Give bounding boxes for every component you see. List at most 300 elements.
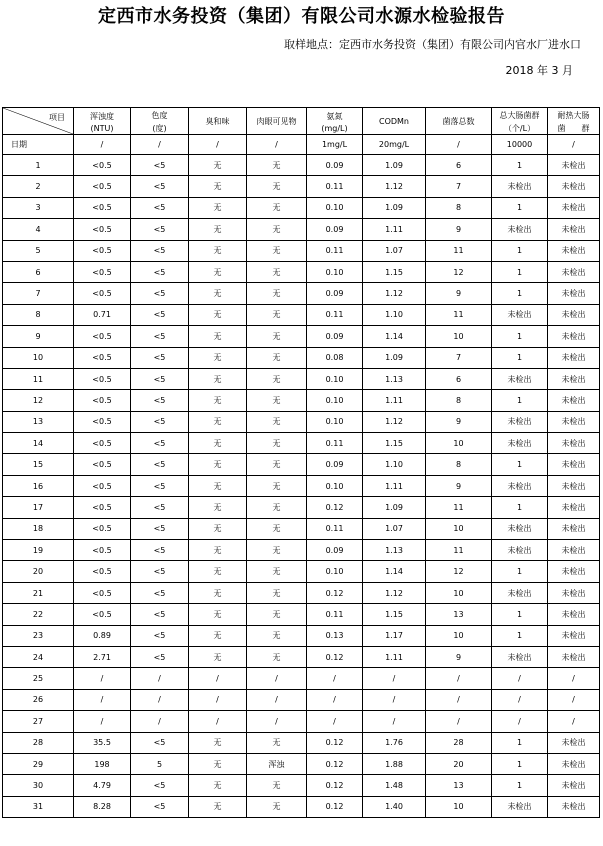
cell-colony-count: 10 <box>426 582 492 603</box>
cell-turbidity: <0.5 <box>74 219 131 240</box>
cell-turbidity: <0.5 <box>74 326 131 347</box>
cell-chroma: <5 <box>131 625 189 646</box>
cell-total-coliform: 1 <box>492 775 548 796</box>
cell-turbidity: 2.71 <box>74 646 131 667</box>
cell-visible-matter: 无 <box>247 261 307 282</box>
cell-visible-matter: 无 <box>247 454 307 475</box>
table-row <box>3 433 600 454</box>
table-corner-cell <box>3 108 74 135</box>
cell-visible-matter: 无 <box>247 155 307 176</box>
cell-odor: 无 <box>189 283 247 304</box>
cell-odor: 无 <box>189 411 247 432</box>
cell-ammonia: 0.13 <box>307 625 363 646</box>
cell-visible-matter: 无 <box>247 411 307 432</box>
cell-codmn: 1.09 <box>363 347 426 368</box>
cell-codmn: 1.12 <box>363 176 426 197</box>
cell-odor: 无 <box>189 219 247 240</box>
cell-day: 12 <box>3 390 74 411</box>
table-row <box>3 518 600 539</box>
cell-turbidity: 198 <box>74 753 131 774</box>
table-row <box>3 475 600 496</box>
cell-chroma: <5 <box>131 561 189 582</box>
corner-standard-label <box>53 134 69 135</box>
cell-colony-count: 10 <box>426 625 492 646</box>
cell-turbidity: <0.5 <box>74 411 131 432</box>
table-row <box>3 176 600 197</box>
cell-chroma: <5 <box>131 304 189 325</box>
cell-colony-count: 6 <box>426 368 492 389</box>
cell-odor: 无 <box>189 155 247 176</box>
cell-total-coliform: 1 <box>492 261 548 282</box>
cell-turbidity: 0.71 <box>74 304 131 325</box>
cell-day: 30 <box>3 775 74 796</box>
cell-turbidity: / <box>74 711 131 732</box>
cell-odor: 无 <box>189 582 247 603</box>
cell-ammonia: 0.09 <box>307 219 363 240</box>
cell-colony-count: 9 <box>426 283 492 304</box>
cell-day: 28 <box>3 732 74 753</box>
cell-turbidity: 0.89 <box>74 625 131 646</box>
cell-codmn: 1.12 <box>363 582 426 603</box>
cell-thermotolerant-coliform: 未检出 <box>548 368 600 389</box>
standard-visible-matter: / <box>247 135 307 155</box>
cell-total-coliform: 未检出 <box>492 796 548 817</box>
corner-item-label: 项目 <box>49 113 65 122</box>
cell-turbidity: 8.28 <box>74 796 131 817</box>
cell-day: 4 <box>3 219 74 240</box>
cell-day: 26 <box>3 689 74 710</box>
report-title: 定西市水务投资（集团）有限公司水源水检验报告 <box>98 6 505 27</box>
cell-total-coliform: 1 <box>492 732 548 753</box>
cell-odor: 无 <box>189 497 247 518</box>
cell-visible-matter: 无 <box>247 625 307 646</box>
cell-colony-count: / <box>426 711 492 732</box>
cell-odor: 无 <box>189 475 247 496</box>
cell-total-coliform: / <box>492 668 548 689</box>
table-row <box>3 326 600 347</box>
water-quality-table <box>2 107 600 818</box>
cell-colony-count: 12 <box>426 561 492 582</box>
cell-odor: 无 <box>189 390 247 411</box>
cell-colony-count: / <box>426 689 492 710</box>
cell-visible-matter: 无 <box>247 732 307 753</box>
column-header-turbidity: 浑浊度 (NTU) <box>74 108 131 135</box>
cell-chroma: <5 <box>131 646 189 667</box>
cell-day: 8 <box>3 304 74 325</box>
table-row <box>3 454 600 475</box>
cell-turbidity: 4.79 <box>74 775 131 796</box>
cell-odor: 无 <box>189 775 247 796</box>
cell-ammonia: 0.11 <box>307 604 363 625</box>
cell-chroma: <5 <box>131 368 189 389</box>
cell-ammonia: 0.12 <box>307 497 363 518</box>
cell-total-coliform: / <box>492 689 548 710</box>
table-row <box>3 732 600 753</box>
cell-day: 14 <box>3 433 74 454</box>
cell-colony-count: 8 <box>426 390 492 411</box>
cell-odor: 无 <box>189 540 247 561</box>
cell-colony-count: 6 <box>426 155 492 176</box>
cell-chroma: <5 <box>131 433 189 454</box>
table-row <box>3 155 600 176</box>
cell-chroma: / <box>131 668 189 689</box>
cell-codmn: 1.15 <box>363 433 426 454</box>
table-row <box>3 497 600 518</box>
cell-thermotolerant-coliform: 未检出 <box>548 796 600 817</box>
column-header-chroma: 色度 (度) <box>131 108 189 135</box>
cell-day: 11 <box>3 368 74 389</box>
cell-turbidity: <0.5 <box>74 347 131 368</box>
cell-visible-matter: 无 <box>247 518 307 539</box>
cell-turbidity: <0.5 <box>74 390 131 411</box>
cell-total-coliform: 1 <box>492 625 548 646</box>
cell-turbidity: <0.5 <box>74 433 131 454</box>
cell-colony-count: 9 <box>426 219 492 240</box>
cell-codmn: 1.12 <box>363 283 426 304</box>
cell-turbidity: <0.5 <box>74 604 131 625</box>
cell-colony-count: 11 <box>426 240 492 261</box>
cell-chroma: <5 <box>131 261 189 282</box>
cell-total-coliform: 未检出 <box>492 582 548 603</box>
cell-thermotolerant-coliform: / <box>548 689 600 710</box>
cell-turbidity: / <box>74 689 131 710</box>
cell-codmn: 1.15 <box>363 604 426 625</box>
column-header-codmn: CODMn <box>363 108 426 135</box>
cell-day: 31 <box>3 796 74 817</box>
cell-total-coliform: 未检出 <box>492 646 548 667</box>
cell-codmn: 1.11 <box>363 646 426 667</box>
cell-total-coliform: 1 <box>492 240 548 261</box>
standard-odor: / <box>189 135 247 155</box>
cell-thermotolerant-coliform: 未检出 <box>548 176 600 197</box>
table-row <box>3 304 600 325</box>
cell-odor: 无 <box>189 240 247 261</box>
cell-odor: 无 <box>189 561 247 582</box>
cell-codmn: 1.48 <box>363 775 426 796</box>
cell-ammonia: 0.10 <box>307 197 363 218</box>
cell-codmn: 1.17 <box>363 625 426 646</box>
cell-chroma: / <box>131 711 189 732</box>
cell-thermotolerant-coliform: 未检出 <box>548 604 600 625</box>
table-row <box>3 775 600 796</box>
cell-ammonia: 0.12 <box>307 732 363 753</box>
cell-codmn: 1.76 <box>363 732 426 753</box>
cell-day: 18 <box>3 518 74 539</box>
standard-ammonia: 1mg/L <box>307 135 363 155</box>
cell-codmn: 1.15 <box>363 261 426 282</box>
cell-thermotolerant-coliform: 未检出 <box>548 497 600 518</box>
column-header-thermotolerant-coliform: 耐热大肠 菌 群 <box>548 108 600 135</box>
cell-turbidity: <0.5 <box>74 261 131 282</box>
table-row <box>3 561 600 582</box>
cell-total-coliform: 1 <box>492 390 548 411</box>
cell-colony-count: 28 <box>426 732 492 753</box>
standard-turbidity: / <box>74 135 131 155</box>
cell-visible-matter: 无 <box>247 347 307 368</box>
cell-visible-matter: 浑浊 <box>247 753 307 774</box>
cell-thermotolerant-coliform: / <box>548 668 600 689</box>
cell-odor: 无 <box>189 732 247 753</box>
cell-total-coliform: 1 <box>492 326 548 347</box>
table-row <box>3 689 600 710</box>
cell-visible-matter: 无 <box>247 240 307 261</box>
cell-thermotolerant-coliform: 未检出 <box>548 155 600 176</box>
cell-turbidity: <0.5 <box>74 561 131 582</box>
cell-colony-count: 8 <box>426 197 492 218</box>
cell-turbidity: <0.5 <box>74 540 131 561</box>
cell-colony-count: / <box>426 668 492 689</box>
cell-odor: 无 <box>189 197 247 218</box>
cell-colony-count: 9 <box>426 475 492 496</box>
cell-total-coliform: 未检出 <box>492 176 548 197</box>
cell-total-coliform: 1 <box>492 347 548 368</box>
cell-ammonia: 0.12 <box>307 796 363 817</box>
cell-day: 1 <box>3 155 74 176</box>
cell-total-coliform: 未检出 <box>492 304 548 325</box>
cell-codmn: 1.11 <box>363 390 426 411</box>
cell-codmn: 1.12 <box>363 411 426 432</box>
cell-turbidity: <0.5 <box>74 497 131 518</box>
cell-codmn: 1.07 <box>363 518 426 539</box>
cell-codmn: 1.10 <box>363 454 426 475</box>
table-row <box>3 604 600 625</box>
cell-thermotolerant-coliform: 未检出 <box>548 261 600 282</box>
cell-codmn: / <box>363 668 426 689</box>
cell-visible-matter: 无 <box>247 197 307 218</box>
cell-thermotolerant-coliform: 未检出 <box>548 561 600 582</box>
cell-odor: 无 <box>189 176 247 197</box>
cell-thermotolerant-coliform: 未检出 <box>548 732 600 753</box>
cell-odor: 无 <box>189 433 247 454</box>
cell-odor: 无 <box>189 304 247 325</box>
cell-ammonia: 0.10 <box>307 368 363 389</box>
cell-thermotolerant-coliform: 未检出 <box>548 390 600 411</box>
cell-odor: 无 <box>189 604 247 625</box>
cell-day: 17 <box>3 497 74 518</box>
cell-colony-count: 13 <box>426 604 492 625</box>
standard-codmn: 20mg/L <box>363 135 426 155</box>
standard-thermotolerant-coliform: / <box>548 135 600 155</box>
cell-colony-count: 9 <box>426 411 492 432</box>
cell-thermotolerant-coliform: 未检出 <box>548 582 600 603</box>
cell-total-coliform: 1 <box>492 283 548 304</box>
cell-total-coliform: / <box>492 711 548 732</box>
cell-total-coliform: 1 <box>492 604 548 625</box>
cell-total-coliform: 未检出 <box>492 540 548 561</box>
cell-ammonia: / <box>307 689 363 710</box>
cell-chroma: 5 <box>131 753 189 774</box>
cell-day: 27 <box>3 711 74 732</box>
cell-codmn: 1.09 <box>363 197 426 218</box>
table-row <box>3 646 600 667</box>
cell-odor: / <box>189 711 247 732</box>
table-row <box>3 390 600 411</box>
cell-turbidity: / <box>74 668 131 689</box>
cell-colony-count: 10 <box>426 433 492 454</box>
cell-visible-matter: 无 <box>247 646 307 667</box>
cell-chroma: <5 <box>131 411 189 432</box>
cell-colony-count: 9 <box>426 646 492 667</box>
table-row <box>3 368 600 389</box>
cell-ammonia: 0.11 <box>307 304 363 325</box>
table-row <box>3 411 600 432</box>
cell-ammonia: 0.11 <box>307 433 363 454</box>
cell-visible-matter: 无 <box>247 219 307 240</box>
cell-odor: 无 <box>189 261 247 282</box>
cell-odor: / <box>189 668 247 689</box>
cell-colony-count: 10 <box>426 796 492 817</box>
cell-ammonia: 0.10 <box>307 561 363 582</box>
cell-visible-matter: 无 <box>247 390 307 411</box>
cell-total-coliform: 1 <box>492 497 548 518</box>
cell-chroma: <5 <box>131 326 189 347</box>
cell-colony-count: 11 <box>426 540 492 561</box>
cell-total-coliform: 未检出 <box>492 368 548 389</box>
cell-turbidity: <0.5 <box>74 582 131 603</box>
cell-chroma: <5 <box>131 540 189 561</box>
cell-ammonia: 0.10 <box>307 411 363 432</box>
cell-day: 9 <box>3 326 74 347</box>
cell-day: 2 <box>3 176 74 197</box>
table-row <box>3 219 600 240</box>
table-row <box>3 347 600 368</box>
cell-thermotolerant-coliform: 未检出 <box>548 625 600 646</box>
column-header-colony-count: 菌落总数 <box>426 108 492 135</box>
cell-ammonia: 0.11 <box>307 518 363 539</box>
cell-visible-matter: / <box>247 668 307 689</box>
cell-chroma: <5 <box>131 219 189 240</box>
cell-day: 5 <box>3 240 74 261</box>
cell-chroma: <5 <box>131 796 189 817</box>
cell-thermotolerant-coliform: 未检出 <box>548 646 600 667</box>
cell-day: 3 <box>3 197 74 218</box>
cell-ammonia: 0.10 <box>307 261 363 282</box>
cell-ammonia: 0.09 <box>307 283 363 304</box>
cell-turbidity: <0.5 <box>74 155 131 176</box>
cell-ammonia: 0.11 <box>307 176 363 197</box>
cell-chroma: / <box>131 689 189 710</box>
table-row <box>3 753 600 774</box>
table-row <box>3 197 600 218</box>
cell-visible-matter: 无 <box>247 283 307 304</box>
cell-codmn: 1.09 <box>363 155 426 176</box>
corner-test-label <box>11 134 27 135</box>
cell-visible-matter: 无 <box>247 582 307 603</box>
cell-codmn: / <box>363 711 426 732</box>
cell-chroma: <5 <box>131 197 189 218</box>
cell-thermotolerant-coliform: / <box>548 711 600 732</box>
table-row <box>3 283 600 304</box>
cell-turbidity: <0.5 <box>74 454 131 475</box>
cell-chroma: <5 <box>131 475 189 496</box>
cell-day: 29 <box>3 753 74 774</box>
cell-total-coliform: 未检出 <box>492 475 548 496</box>
cell-odor: 无 <box>189 753 247 774</box>
cell-colony-count: 11 <box>426 304 492 325</box>
cell-chroma: <5 <box>131 775 189 796</box>
cell-visible-matter: 无 <box>247 475 307 496</box>
cell-day: 6 <box>3 261 74 282</box>
cell-total-coliform: 1 <box>492 454 548 475</box>
cell-turbidity: <0.5 <box>74 197 131 218</box>
cell-thermotolerant-coliform: 未检出 <box>548 197 600 218</box>
cell-colony-count: 11 <box>426 497 492 518</box>
cell-thermotolerant-coliform: 未检出 <box>548 475 600 496</box>
cell-chroma: <5 <box>131 518 189 539</box>
cell-ammonia: / <box>307 668 363 689</box>
cell-turbidity: <0.5 <box>74 368 131 389</box>
cell-odor: 无 <box>189 796 247 817</box>
cell-day: 22 <box>3 604 74 625</box>
cell-visible-matter: 无 <box>247 604 307 625</box>
cell-chroma: <5 <box>131 497 189 518</box>
cell-odor: 无 <box>189 368 247 389</box>
cell-ammonia: 0.09 <box>307 540 363 561</box>
cell-day: 20 <box>3 561 74 582</box>
cell-chroma: <5 <box>131 390 189 411</box>
cell-ammonia: 0.12 <box>307 753 363 774</box>
cell-thermotolerant-coliform: 未检出 <box>548 433 600 454</box>
cell-ammonia: 0.09 <box>307 155 363 176</box>
cell-ammonia: 0.11 <box>307 240 363 261</box>
cell-chroma: <5 <box>131 240 189 261</box>
cell-thermotolerant-coliform: 未检出 <box>548 240 600 261</box>
date-label: 日期 <box>3 135 74 155</box>
cell-visible-matter: 无 <box>247 304 307 325</box>
cell-codmn: 1.09 <box>363 497 426 518</box>
cell-total-coliform: 1 <box>492 155 548 176</box>
cell-turbidity: <0.5 <box>74 240 131 261</box>
table-row <box>3 711 600 732</box>
cell-day: 13 <box>3 411 74 432</box>
cell-codmn: 1.10 <box>363 304 426 325</box>
cell-ammonia: 0.10 <box>307 390 363 411</box>
table-row <box>3 582 600 603</box>
cell-total-coliform: 未检出 <box>492 411 548 432</box>
cell-thermotolerant-coliform: 未检出 <box>548 283 600 304</box>
cell-codmn: 1.07 <box>363 240 426 261</box>
cell-turbidity: 35.5 <box>74 732 131 753</box>
cell-day: 7 <box>3 283 74 304</box>
cell-codmn: 1.13 <box>363 368 426 389</box>
cell-codmn: 1.13 <box>363 540 426 561</box>
cell-odor: 无 <box>189 347 247 368</box>
cell-total-coliform: 未检出 <box>492 518 548 539</box>
cell-total-coliform: 1 <box>492 753 548 774</box>
cell-codmn: 1.40 <box>363 796 426 817</box>
cell-total-coliform: 未检出 <box>492 433 548 454</box>
table-row <box>3 625 600 646</box>
cell-visible-matter: 无 <box>247 561 307 582</box>
cell-colony-count: 10 <box>426 518 492 539</box>
cell-odor: 无 <box>189 326 247 347</box>
cell-day: 15 <box>3 454 74 475</box>
sampling-location: 取样地点：定西市水务投资（集团）有限公司内官水厂进水口 <box>284 38 581 51</box>
cell-visible-matter: 无 <box>247 497 307 518</box>
cell-visible-matter: 无 <box>247 176 307 197</box>
table-row <box>3 796 600 817</box>
cell-day: 10 <box>3 347 74 368</box>
cell-codmn: 1.88 <box>363 753 426 774</box>
table-row <box>3 540 600 561</box>
cell-colony-count: 7 <box>426 176 492 197</box>
cell-ammonia: 0.09 <box>307 454 363 475</box>
cell-odor: / <box>189 689 247 710</box>
cell-colony-count: 13 <box>426 775 492 796</box>
cell-colony-count: 7 <box>426 347 492 368</box>
cell-ammonia: 0.12 <box>307 582 363 603</box>
cell-turbidity: <0.5 <box>74 176 131 197</box>
